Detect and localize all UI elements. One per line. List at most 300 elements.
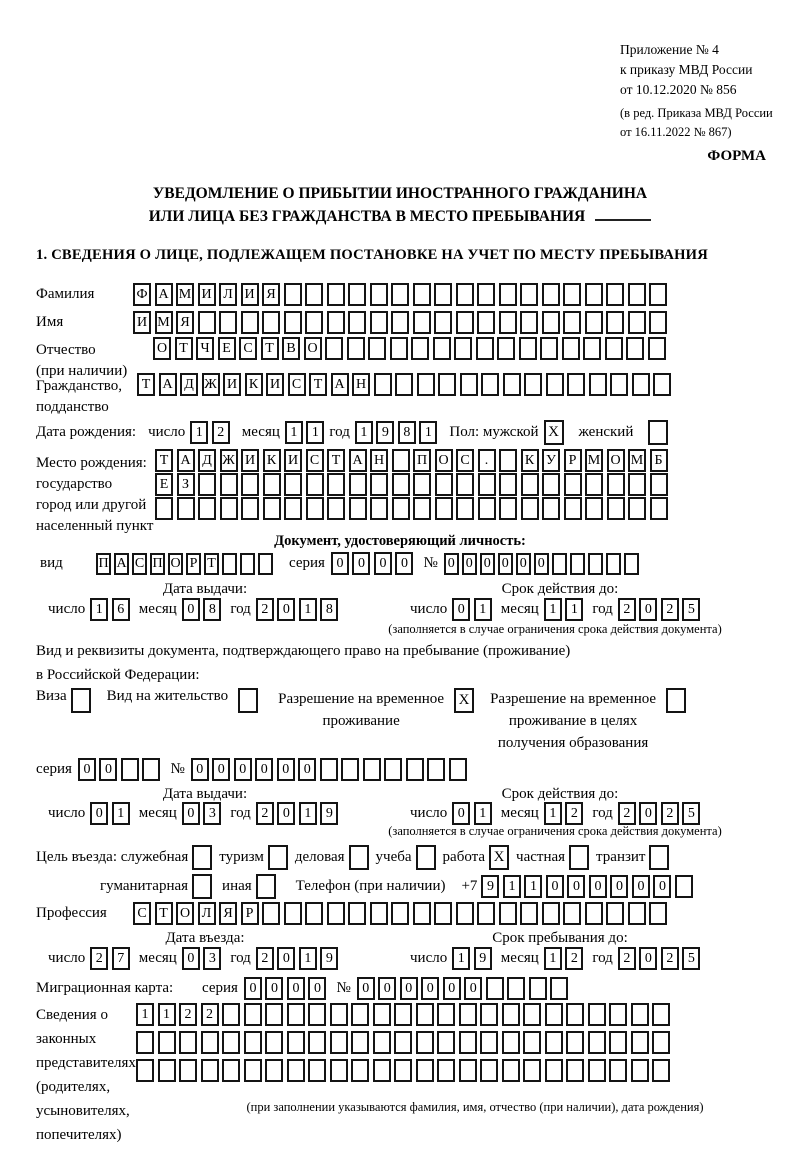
form-cell[interactable]: . bbox=[478, 449, 496, 472]
form-cell[interactable] bbox=[287, 1059, 305, 1082]
form-cell[interactable]: О bbox=[435, 449, 453, 472]
form-cell[interactable]: 1 bbox=[544, 802, 562, 825]
form-cell[interactable] bbox=[305, 902, 323, 925]
form-cell[interactable] bbox=[545, 1003, 563, 1026]
form-cell[interactable] bbox=[142, 758, 160, 781]
form-cell[interactable] bbox=[284, 283, 302, 306]
form-cell[interactable] bbox=[456, 311, 474, 334]
form-cell[interactable]: Н bbox=[370, 449, 388, 472]
form-cell[interactable] bbox=[413, 311, 431, 334]
form-cell[interactable]: 0 bbox=[212, 758, 230, 781]
form-cell[interactable] bbox=[222, 1003, 240, 1026]
form-cell[interactable] bbox=[529, 977, 547, 1000]
form-cell[interactable] bbox=[327, 902, 345, 925]
form-cell[interactable] bbox=[652, 1059, 670, 1082]
form-cell[interactable] bbox=[158, 1059, 176, 1082]
form-cell[interactable] bbox=[370, 497, 388, 520]
form-cell[interactable] bbox=[545, 1031, 563, 1054]
form-cell[interactable]: А bbox=[349, 449, 367, 472]
form-cell[interactable] bbox=[520, 283, 538, 306]
form-cell[interactable] bbox=[330, 1031, 348, 1054]
form-cell[interactable] bbox=[552, 553, 567, 575]
official-checkbox[interactable] bbox=[192, 845, 212, 870]
form-cell[interactable] bbox=[454, 337, 472, 360]
form-cell[interactable]: 0 bbox=[444, 553, 459, 575]
form-cell[interactable]: 2 bbox=[661, 802, 679, 825]
form-cell[interactable] bbox=[438, 373, 456, 396]
form-cell[interactable] bbox=[502, 1059, 520, 1082]
form-cell[interactable]: Ж bbox=[220, 449, 238, 472]
form-cell[interactable] bbox=[564, 497, 582, 520]
form-cell[interactable]: 9 bbox=[320, 947, 338, 970]
form-cell[interactable] bbox=[306, 497, 324, 520]
form-cell[interactable]: 2 bbox=[201, 1003, 219, 1026]
form-cell[interactable] bbox=[542, 902, 560, 925]
form-cell[interactable]: 0 bbox=[452, 802, 470, 825]
form-cell[interactable] bbox=[632, 373, 650, 396]
form-cell[interactable] bbox=[394, 1031, 412, 1054]
form-cell[interactable]: 1 bbox=[452, 947, 470, 970]
form-cell[interactable]: 0 bbox=[255, 758, 273, 781]
form-cell[interactable] bbox=[413, 497, 431, 520]
form-cell[interactable]: И bbox=[266, 373, 284, 396]
form-cell[interactable] bbox=[198, 497, 216, 520]
form-cell[interactable] bbox=[327, 497, 345, 520]
form-cell[interactable]: И bbox=[284, 449, 302, 472]
form-cell[interactable]: О bbox=[304, 337, 322, 360]
form-cell[interactable] bbox=[609, 1031, 627, 1054]
form-cell[interactable] bbox=[370, 473, 388, 496]
form-cell[interactable] bbox=[325, 337, 343, 360]
form-cell[interactable]: 0 bbox=[352, 552, 370, 575]
form-cell[interactable]: Д bbox=[198, 449, 216, 472]
form-cell[interactable]: 1 bbox=[299, 947, 317, 970]
form-cell[interactable] bbox=[624, 553, 639, 575]
form-cell[interactable] bbox=[631, 1059, 649, 1082]
form-cell[interactable] bbox=[427, 758, 445, 781]
form-cell[interactable]: 0 bbox=[395, 552, 413, 575]
form-cell[interactable]: 0 bbox=[610, 875, 628, 898]
form-cell[interactable] bbox=[373, 1059, 391, 1082]
form-cell[interactable] bbox=[435, 473, 453, 496]
form-cell[interactable]: 0 bbox=[234, 758, 252, 781]
form-cell[interactable] bbox=[308, 1059, 326, 1082]
form-cell[interactable] bbox=[563, 311, 581, 334]
form-cell[interactable] bbox=[499, 311, 517, 334]
form-cell[interactable]: 0 bbox=[378, 977, 396, 1000]
form-cell[interactable] bbox=[327, 311, 345, 334]
form-cell[interactable]: П bbox=[96, 553, 111, 575]
form-cell[interactable] bbox=[631, 1031, 649, 1054]
form-cell[interactable] bbox=[284, 497, 302, 520]
form-cell[interactable] bbox=[542, 497, 560, 520]
form-cell[interactable] bbox=[542, 311, 560, 334]
form-cell[interactable] bbox=[606, 553, 621, 575]
form-cell[interactable]: 0 bbox=[632, 875, 650, 898]
form-cell[interactable] bbox=[349, 497, 367, 520]
form-cell[interactable]: 5 bbox=[682, 598, 700, 621]
form-cell[interactable] bbox=[520, 311, 538, 334]
form-cell[interactable]: 2 bbox=[661, 598, 679, 621]
form-cell[interactable] bbox=[648, 337, 666, 360]
form-cell[interactable] bbox=[481, 373, 499, 396]
form-cell[interactable]: 0 bbox=[287, 977, 305, 1000]
form-cell[interactable]: Ф bbox=[133, 283, 151, 306]
form-cell[interactable] bbox=[238, 688, 258, 713]
form-cell[interactable] bbox=[521, 473, 539, 496]
form-cell[interactable]: 0 bbox=[462, 553, 477, 575]
form-cell[interactable] bbox=[262, 311, 280, 334]
form-cell[interactable] bbox=[589, 373, 607, 396]
form-cell[interactable] bbox=[348, 283, 366, 306]
form-cell[interactable]: 3 bbox=[203, 802, 221, 825]
form-cell[interactable] bbox=[550, 977, 568, 1000]
form-cell[interactable] bbox=[486, 977, 504, 1000]
form-cell[interactable] bbox=[284, 902, 302, 925]
form-cell[interactable]: Т bbox=[204, 553, 219, 575]
form-cell[interactable]: 2 bbox=[179, 1003, 197, 1026]
form-cell[interactable]: 1 bbox=[299, 598, 317, 621]
form-cell[interactable] bbox=[373, 1003, 391, 1026]
form-cell[interactable]: С bbox=[306, 449, 324, 472]
form-cell[interactable] bbox=[305, 283, 323, 306]
form-cell[interactable]: 0 bbox=[78, 758, 96, 781]
form-cell[interactable]: 8 bbox=[398, 421, 416, 444]
form-cell[interactable] bbox=[588, 1031, 606, 1054]
form-cell[interactable]: С bbox=[239, 337, 257, 360]
form-cell[interactable] bbox=[653, 373, 671, 396]
tourism-checkbox[interactable] bbox=[268, 845, 288, 870]
form-cell[interactable] bbox=[416, 1003, 434, 1026]
form-cell[interactable] bbox=[435, 497, 453, 520]
form-cell[interactable] bbox=[244, 1003, 262, 1026]
form-cell[interactable]: Л bbox=[219, 283, 237, 306]
visa-checkbox[interactable] bbox=[71, 688, 91, 713]
form-cell[interactable] bbox=[542, 473, 560, 496]
form-cell[interactable]: 1 bbox=[474, 802, 492, 825]
form-cell[interactable]: 0 bbox=[277, 758, 295, 781]
male-checkbox[interactable] bbox=[544, 420, 564, 445]
form-cell[interactable] bbox=[201, 1059, 219, 1082]
form-cell[interactable] bbox=[241, 311, 259, 334]
form-cell[interactable]: О bbox=[168, 553, 183, 575]
form-cell[interactable] bbox=[609, 1003, 627, 1026]
form-cell[interactable] bbox=[478, 497, 496, 520]
form-cell[interactable] bbox=[649, 311, 667, 334]
form-cell[interactable]: 2 bbox=[565, 802, 583, 825]
temp-residence-checkbox[interactable] bbox=[454, 688, 474, 713]
form-cell[interactable] bbox=[652, 1003, 670, 1026]
female-checkbox[interactable] bbox=[648, 420, 668, 445]
form-cell[interactable] bbox=[459, 1003, 477, 1026]
form-cell[interactable] bbox=[434, 902, 452, 925]
form-cell[interactable]: 2 bbox=[90, 947, 108, 970]
form-cell[interactable] bbox=[478, 473, 496, 496]
form-cell[interactable]: 2 bbox=[256, 598, 274, 621]
study-checkbox[interactable] bbox=[416, 845, 436, 870]
form-cell[interactable] bbox=[258, 553, 273, 575]
form-cell[interactable]: Т bbox=[155, 902, 173, 925]
form-cell[interactable] bbox=[542, 283, 560, 306]
form-cell[interactable] bbox=[392, 473, 410, 496]
form-cell[interactable]: 0 bbox=[516, 553, 531, 575]
work-checkbox[interactable] bbox=[489, 845, 509, 870]
form-cell[interactable]: М bbox=[628, 449, 646, 472]
form-cell[interactable]: 0 bbox=[421, 977, 439, 1000]
form-cell[interactable]: 0 bbox=[480, 553, 495, 575]
form-cell[interactable] bbox=[605, 337, 623, 360]
form-cell[interactable] bbox=[192, 845, 212, 870]
form-cell[interactable] bbox=[437, 1031, 455, 1054]
form-cell[interactable] bbox=[179, 1059, 197, 1082]
form-cell[interactable] bbox=[585, 283, 603, 306]
form-cell[interactable] bbox=[631, 1003, 649, 1026]
form-cell[interactable]: С bbox=[132, 553, 147, 575]
form-cell[interactable]: 1 bbox=[524, 875, 542, 898]
form-cell[interactable] bbox=[413, 473, 431, 496]
form-cell[interactable] bbox=[675, 875, 693, 898]
form-cell[interactable]: А bbox=[177, 449, 195, 472]
form-cell[interactable] bbox=[287, 1031, 305, 1054]
form-cell[interactable]: О bbox=[153, 337, 171, 360]
form-cell[interactable] bbox=[244, 1031, 262, 1054]
form-cell[interactable] bbox=[370, 283, 388, 306]
form-cell[interactable] bbox=[192, 874, 212, 899]
form-cell[interactable]: 9 bbox=[320, 802, 338, 825]
form-cell[interactable] bbox=[476, 337, 494, 360]
form-cell[interactable] bbox=[499, 473, 517, 496]
form-cell[interactable] bbox=[348, 311, 366, 334]
form-cell[interactable] bbox=[220, 473, 238, 496]
form-cell[interactable]: Р bbox=[241, 902, 259, 925]
form-cell[interactable] bbox=[198, 473, 216, 496]
form-cell[interactable]: 2 bbox=[618, 947, 636, 970]
form-cell[interactable]: 2 bbox=[256, 947, 274, 970]
form-cell[interactable]: 8 bbox=[203, 598, 221, 621]
form-cell[interactable] bbox=[588, 553, 603, 575]
form-cell[interactable] bbox=[413, 283, 431, 306]
form-cell[interactable] bbox=[268, 845, 288, 870]
form-cell[interactable]: И bbox=[241, 449, 259, 472]
form-cell[interactable]: 1 bbox=[306, 421, 324, 444]
form-cell[interactable]: 0 bbox=[357, 977, 375, 1000]
form-cell[interactable]: 2 bbox=[618, 802, 636, 825]
form-cell[interactable] bbox=[477, 311, 495, 334]
form-cell[interactable] bbox=[607, 473, 625, 496]
form-cell[interactable]: 9 bbox=[481, 875, 499, 898]
form-cell[interactable] bbox=[588, 1003, 606, 1026]
form-cell[interactable]: 1 bbox=[565, 598, 583, 621]
form-cell[interactable]: Т bbox=[137, 373, 155, 396]
form-cell[interactable] bbox=[628, 473, 646, 496]
form-cell[interactable] bbox=[652, 1031, 670, 1054]
form-cell[interactable]: А bbox=[155, 283, 173, 306]
form-cell[interactable] bbox=[628, 311, 646, 334]
form-cell[interactable]: Ч bbox=[196, 337, 214, 360]
form-cell[interactable] bbox=[351, 1059, 369, 1082]
form-cell[interactable]: У bbox=[542, 449, 560, 472]
form-cell[interactable]: О bbox=[176, 902, 194, 925]
form-cell[interactable] bbox=[222, 553, 237, 575]
form-cell[interactable]: 2 bbox=[256, 802, 274, 825]
form-cell[interactable] bbox=[351, 1003, 369, 1026]
form-cell[interactable] bbox=[373, 1031, 391, 1054]
form-cell[interactable]: Р bbox=[564, 449, 582, 472]
form-cell[interactable] bbox=[588, 1059, 606, 1082]
form-cell[interactable]: Я bbox=[262, 283, 280, 306]
form-cell[interactable] bbox=[607, 497, 625, 520]
form-cell[interactable] bbox=[520, 902, 538, 925]
form-cell[interactable]: Ж bbox=[202, 373, 220, 396]
form-cell[interactable] bbox=[564, 473, 582, 496]
form-cell[interactable] bbox=[540, 337, 558, 360]
form-cell[interactable] bbox=[370, 311, 388, 334]
form-cell[interactable]: 3 bbox=[203, 947, 221, 970]
form-cell[interactable] bbox=[585, 311, 603, 334]
form-cell[interactable]: 0 bbox=[331, 552, 349, 575]
form-cell[interactable] bbox=[370, 902, 388, 925]
form-cell[interactable]: Т bbox=[327, 449, 345, 472]
form-cell[interactable]: 0 bbox=[308, 977, 326, 1000]
form-cell[interactable]: Т bbox=[175, 337, 193, 360]
form-cell[interactable] bbox=[177, 497, 195, 520]
form-cell[interactable]: 0 bbox=[182, 947, 200, 970]
form-cell[interactable] bbox=[523, 1059, 541, 1082]
form-cell[interactable]: 0 bbox=[464, 977, 482, 1000]
form-cell[interactable] bbox=[198, 311, 216, 334]
form-cell[interactable] bbox=[413, 902, 431, 925]
form-cell[interactable] bbox=[545, 1059, 563, 1082]
form-cell[interactable] bbox=[626, 337, 644, 360]
temp-residence-education-checkbox[interactable] bbox=[666, 688, 686, 713]
form-cell[interactable]: 1 bbox=[299, 802, 317, 825]
form-cell[interactable]: Т bbox=[155, 449, 173, 472]
form-cell[interactable] bbox=[459, 1059, 477, 1082]
form-cell[interactable]: 0 bbox=[452, 598, 470, 621]
form-cell[interactable]: Е bbox=[218, 337, 236, 360]
form-cell[interactable]: 0 bbox=[277, 598, 295, 621]
form-cell[interactable] bbox=[71, 688, 91, 713]
form-cell[interactable] bbox=[219, 311, 237, 334]
form-cell[interactable] bbox=[449, 758, 467, 781]
form-cell[interactable] bbox=[306, 473, 324, 496]
form-cell[interactable] bbox=[179, 1031, 197, 1054]
form-cell[interactable]: 0 bbox=[534, 553, 549, 575]
form-cell[interactable] bbox=[349, 845, 369, 870]
form-cell[interactable] bbox=[499, 497, 517, 520]
form-cell[interactable] bbox=[222, 1031, 240, 1054]
form-cell[interactable]: 0 bbox=[400, 977, 418, 1000]
form-cell[interactable] bbox=[240, 553, 255, 575]
form-cell[interactable] bbox=[136, 1031, 154, 1054]
humanitarian-checkbox[interactable] bbox=[192, 874, 212, 899]
form-cell[interactable] bbox=[606, 902, 624, 925]
form-cell[interactable]: X bbox=[489, 845, 509, 870]
form-cell[interactable] bbox=[456, 283, 474, 306]
form-cell[interactable]: М bbox=[176, 283, 194, 306]
form-cell[interactable]: О bbox=[607, 449, 625, 472]
form-cell[interactable] bbox=[391, 311, 409, 334]
form-cell[interactable]: 8 bbox=[320, 598, 338, 621]
form-cell[interactable]: М bbox=[585, 449, 603, 472]
form-cell[interactable]: X bbox=[454, 688, 474, 713]
form-cell[interactable] bbox=[395, 373, 413, 396]
form-cell[interactable]: П bbox=[413, 449, 431, 472]
form-cell[interactable]: 2 bbox=[212, 421, 230, 444]
form-cell[interactable] bbox=[347, 337, 365, 360]
form-cell[interactable]: 1 bbox=[474, 598, 492, 621]
form-cell[interactable] bbox=[502, 1031, 520, 1054]
form-cell[interactable] bbox=[583, 337, 601, 360]
form-cell[interactable]: 0 bbox=[639, 598, 657, 621]
form-cell[interactable]: 0 bbox=[99, 758, 117, 781]
form-cell[interactable] bbox=[265, 1031, 283, 1054]
form-cell[interactable] bbox=[327, 283, 345, 306]
form-cell[interactable]: А bbox=[159, 373, 177, 396]
form-cell[interactable]: Н bbox=[352, 373, 370, 396]
form-cell[interactable]: 1 bbox=[544, 947, 562, 970]
form-cell[interactable] bbox=[499, 283, 517, 306]
form-cell[interactable]: В bbox=[282, 337, 300, 360]
form-cell[interactable] bbox=[459, 1031, 477, 1054]
form-cell[interactable] bbox=[499, 449, 517, 472]
form-cell[interactable] bbox=[499, 902, 517, 925]
form-cell[interactable]: 0 bbox=[653, 875, 671, 898]
form-cell[interactable] bbox=[519, 337, 537, 360]
form-cell[interactable] bbox=[480, 1031, 498, 1054]
form-cell[interactable] bbox=[566, 1031, 584, 1054]
form-cell[interactable] bbox=[351, 1031, 369, 1054]
other-checkbox[interactable] bbox=[256, 874, 276, 899]
form-cell[interactable] bbox=[155, 497, 173, 520]
form-cell[interactable] bbox=[477, 902, 495, 925]
form-cell[interactable]: П bbox=[150, 553, 165, 575]
form-cell[interactable]: Л bbox=[198, 902, 216, 925]
form-cell[interactable]: 0 bbox=[639, 802, 657, 825]
form-cell[interactable] bbox=[524, 373, 542, 396]
form-cell[interactable] bbox=[284, 311, 302, 334]
form-cell[interactable] bbox=[585, 473, 603, 496]
form-cell[interactable] bbox=[649, 845, 669, 870]
form-cell[interactable]: И bbox=[198, 283, 216, 306]
form-cell[interactable]: 1 bbox=[285, 421, 303, 444]
form-cell[interactable]: 1 bbox=[355, 421, 373, 444]
form-cell[interactable] bbox=[566, 1059, 584, 1082]
form-cell[interactable]: К bbox=[263, 449, 281, 472]
form-cell[interactable] bbox=[609, 1059, 627, 1082]
form-cell[interactable] bbox=[566, 1003, 584, 1026]
business-checkbox[interactable] bbox=[349, 845, 369, 870]
form-cell[interactable] bbox=[392, 449, 410, 472]
form-cell[interactable] bbox=[262, 902, 280, 925]
form-cell[interactable] bbox=[606, 283, 624, 306]
form-cell[interactable] bbox=[610, 373, 628, 396]
form-cell[interactable]: 0 bbox=[443, 977, 461, 1000]
form-cell[interactable] bbox=[136, 1059, 154, 1082]
form-cell[interactable] bbox=[650, 497, 668, 520]
form-cell[interactable] bbox=[546, 373, 564, 396]
form-cell[interactable] bbox=[327, 473, 345, 496]
form-cell[interactable] bbox=[394, 1059, 412, 1082]
form-cell[interactable] bbox=[256, 874, 276, 899]
form-cell[interactable] bbox=[523, 1031, 541, 1054]
form-cell[interactable]: 0 bbox=[298, 758, 316, 781]
form-cell[interactable]: С bbox=[133, 902, 151, 925]
form-cell[interactable] bbox=[308, 1031, 326, 1054]
form-cell[interactable]: 9 bbox=[376, 421, 394, 444]
form-cell[interactable] bbox=[570, 553, 585, 575]
form-cell[interactable]: 7 bbox=[112, 947, 130, 970]
